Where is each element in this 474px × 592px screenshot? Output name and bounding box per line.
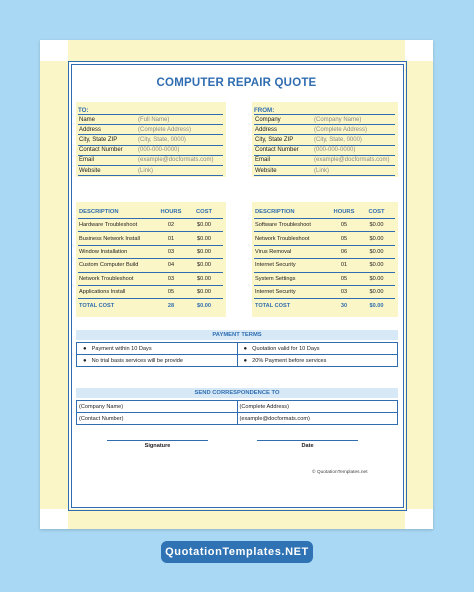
term-text: Payment within 10 Days	[91, 345, 152, 352]
correspondence-header: SEND CORRESPONDENCE TO	[76, 388, 398, 398]
signature-line[interactable]	[107, 440, 208, 441]
column-header-description: DESCRIPTION	[254, 206, 330, 219]
description-cell[interactable]: Window Installation	[78, 245, 157, 258]
description-cell[interactable]: Network Troubleshoot	[78, 272, 157, 285]
cost-cell[interactable]: $0.00	[358, 232, 395, 245]
payment-terms-table	[76, 342, 398, 367]
from-value[interactable]: (City, State, 0000)	[314, 136, 362, 143]
description-cell[interactable]: Software Troubleshoot	[254, 219, 330, 232]
cost-cell[interactable]: $0.00	[185, 259, 223, 272]
from-row	[254, 135, 395, 145]
column-header-hours: HOURS	[330, 206, 358, 219]
from-value[interactable]: (Complete Address)	[314, 126, 368, 133]
to-label: Address	[79, 126, 102, 133]
from-row	[254, 166, 395, 176]
table-row	[78, 272, 223, 285]
correspondence-row	[77, 413, 398, 425]
table-row	[254, 259, 395, 272]
table-row	[254, 219, 395, 232]
terms-row	[77, 355, 398, 367]
correspondence-row	[77, 401, 398, 413]
from-value[interactable]: (000-000-0000)	[314, 147, 356, 154]
to-value[interactable]: (000-000-0000)	[138, 147, 180, 154]
total-hours: 30	[340, 303, 348, 310]
description-cell[interactable]: Network Troubleshoot	[254, 232, 330, 245]
cost-cell[interactable]: $0.00	[358, 259, 395, 272]
to-value[interactable]: (example@docformats.com)	[138, 157, 214, 164]
description-cell[interactable]: System Settings	[254, 272, 330, 285]
hours-cell[interactable]: 01	[330, 259, 358, 272]
table-row	[254, 232, 395, 245]
hours-cell[interactable]: 05	[330, 232, 358, 245]
bullet-icon: ●	[243, 357, 248, 364]
cost-cell[interactable]: $0.00	[185, 219, 223, 232]
hours-cell[interactable]: 05	[157, 285, 185, 298]
column-header-description: DESCRIPTION	[78, 206, 157, 219]
to-row	[78, 166, 223, 176]
yellow-strip-left	[40, 61, 68, 509]
correspondence-email[interactable]: (example@docformats.com)	[237, 413, 398, 425]
to-label: City, State ZIP	[79, 136, 118, 143]
from-row	[254, 115, 395, 125]
signature-label: Signature	[144, 443, 171, 449]
to-label: Email	[79, 157, 95, 164]
from-label: Address	[255, 126, 278, 133]
total-row	[254, 299, 395, 314]
hours-cell[interactable]: 01	[157, 232, 185, 245]
correspondence-company[interactable]: (Company Name)	[77, 401, 238, 413]
correspondence-address[interactable]: (Complete Address)	[237, 401, 398, 413]
payment-terms-header: PAYMENT TERMS	[76, 330, 398, 340]
column-header-hours: HOURS	[157, 206, 185, 219]
hours-cell[interactable]: 05	[330, 272, 358, 285]
date-label: Date	[301, 443, 314, 449]
from-label: Contact Number	[255, 147, 299, 154]
hours-cell[interactable]: 03	[157, 245, 185, 258]
hours-cell[interactable]: 03	[157, 272, 185, 285]
to-value[interactable]: (Full Name)	[138, 116, 170, 123]
term-text: Quotation valid for 10 Days	[252, 345, 320, 352]
hours-cell[interactable]: 05	[330, 219, 358, 232]
term-cell[interactable]	[237, 343, 398, 355]
from-row	[254, 125, 395, 135]
from-label: Website	[255, 167, 277, 174]
quote-sheet	[40, 40, 433, 529]
hours-cell[interactable]: 02	[157, 219, 185, 232]
to-row	[78, 135, 223, 145]
terms-row	[77, 343, 398, 355]
description-cell[interactable]: Applications Install	[78, 285, 157, 298]
description-cell[interactable]: Virus Removal	[254, 245, 330, 258]
to-row	[78, 125, 223, 135]
to-section	[78, 107, 223, 176]
column-header-cost: COST	[185, 206, 223, 219]
to-row	[78, 156, 223, 166]
to-value[interactable]: (Link)	[138, 167, 154, 174]
correspondence-table	[76, 400, 398, 425]
table-header-row	[78, 206, 223, 219]
term-cell[interactable]	[77, 355, 238, 367]
table-row	[254, 245, 395, 258]
cost-cell[interactable]: $0.00	[185, 272, 223, 285]
term-cell[interactable]	[77, 343, 238, 355]
to-header: TO:	[78, 107, 223, 115]
to-label: Name	[79, 116, 96, 123]
from-label: Email	[255, 157, 271, 164]
term-text: No trial basis services will be provide	[91, 357, 184, 364]
from-label: Company	[255, 116, 281, 123]
date-line[interactable]	[257, 440, 358, 441]
from-value[interactable]: (example@docformats.com)	[314, 157, 390, 164]
term-cell[interactable]	[237, 355, 398, 367]
description-cell[interactable]: Internet Security	[254, 259, 330, 272]
table-row	[254, 285, 395, 298]
total-hours: 28	[167, 303, 175, 310]
services-table-right	[254, 206, 395, 313]
yellow-strip-right	[405, 61, 433, 509]
cost-cell[interactable]: $0.00	[358, 285, 395, 298]
cost-cell[interactable]: $0.00	[358, 245, 395, 258]
table-row	[78, 219, 223, 232]
description-cell[interactable]: Internet Security	[254, 285, 330, 298]
total-cost: $0.00	[369, 303, 384, 310]
table-row	[78, 245, 223, 258]
cost-cell[interactable]: $0.00	[358, 272, 395, 285]
from-row	[254, 146, 395, 156]
from-label: City, State ZIP	[255, 136, 294, 143]
credit-text: © QuotationTemplates.net	[312, 470, 368, 475]
bullet-icon: ●	[83, 345, 87, 352]
site-banner[interactable]: QuotationTemplates.NET	[161, 541, 313, 563]
document-title: COMPUTER REPAIR QUOTE	[156, 77, 317, 89]
to-value[interactable]: (City, State, 0000)	[138, 136, 186, 143]
to-row	[78, 115, 223, 125]
bullet-icon: ●	[243, 345, 248, 352]
correspondence-contact[interactable]: (Contact Number)	[77, 413, 238, 425]
description-cell[interactable]: Hardware Troubleshoot	[78, 219, 157, 232]
table-row	[78, 285, 223, 298]
cost-cell[interactable]: $0.00	[185, 245, 223, 258]
to-row	[78, 146, 223, 156]
table-row	[78, 259, 223, 272]
bullet-icon: ●	[83, 357, 87, 364]
total-label: TOTAL COST	[79, 303, 115, 310]
total-label: TOTAL COST	[255, 303, 291, 310]
cost-cell[interactable]: $0.00	[185, 285, 223, 298]
table-row	[254, 272, 395, 285]
from-value[interactable]: (Company Name)	[314, 116, 362, 123]
total-row	[78, 299, 223, 314]
yellow-strip-bottom	[68, 509, 405, 529]
to-value[interactable]: (Complete Address)	[138, 126, 192, 133]
table-header-row	[254, 206, 395, 219]
table-row	[78, 232, 223, 245]
to-label: Contact Number	[79, 147, 123, 154]
description-cell[interactable]: Custom Computer Build	[78, 259, 157, 272]
from-section	[254, 107, 395, 176]
hours-cell[interactable]: 04	[157, 259, 185, 272]
hours-cell[interactable]: 03	[330, 285, 358, 298]
hours-cell[interactable]: 06	[330, 245, 358, 258]
cost-cell[interactable]: $0.00	[185, 232, 223, 245]
from-value[interactable]: (Link)	[314, 167, 330, 174]
column-header-cost: COST	[358, 206, 395, 219]
to-label: Website	[79, 167, 101, 174]
from-header: FROM:	[254, 107, 395, 115]
term-text: 20% Payment before services	[252, 357, 327, 364]
cost-cell[interactable]: $0.00	[358, 219, 395, 232]
description-cell[interactable]: Business Network Install	[78, 232, 157, 245]
total-cost: $0.00	[197, 303, 211, 310]
services-table-left	[78, 206, 223, 313]
yellow-strip-top	[68, 40, 405, 61]
from-row	[254, 156, 395, 166]
